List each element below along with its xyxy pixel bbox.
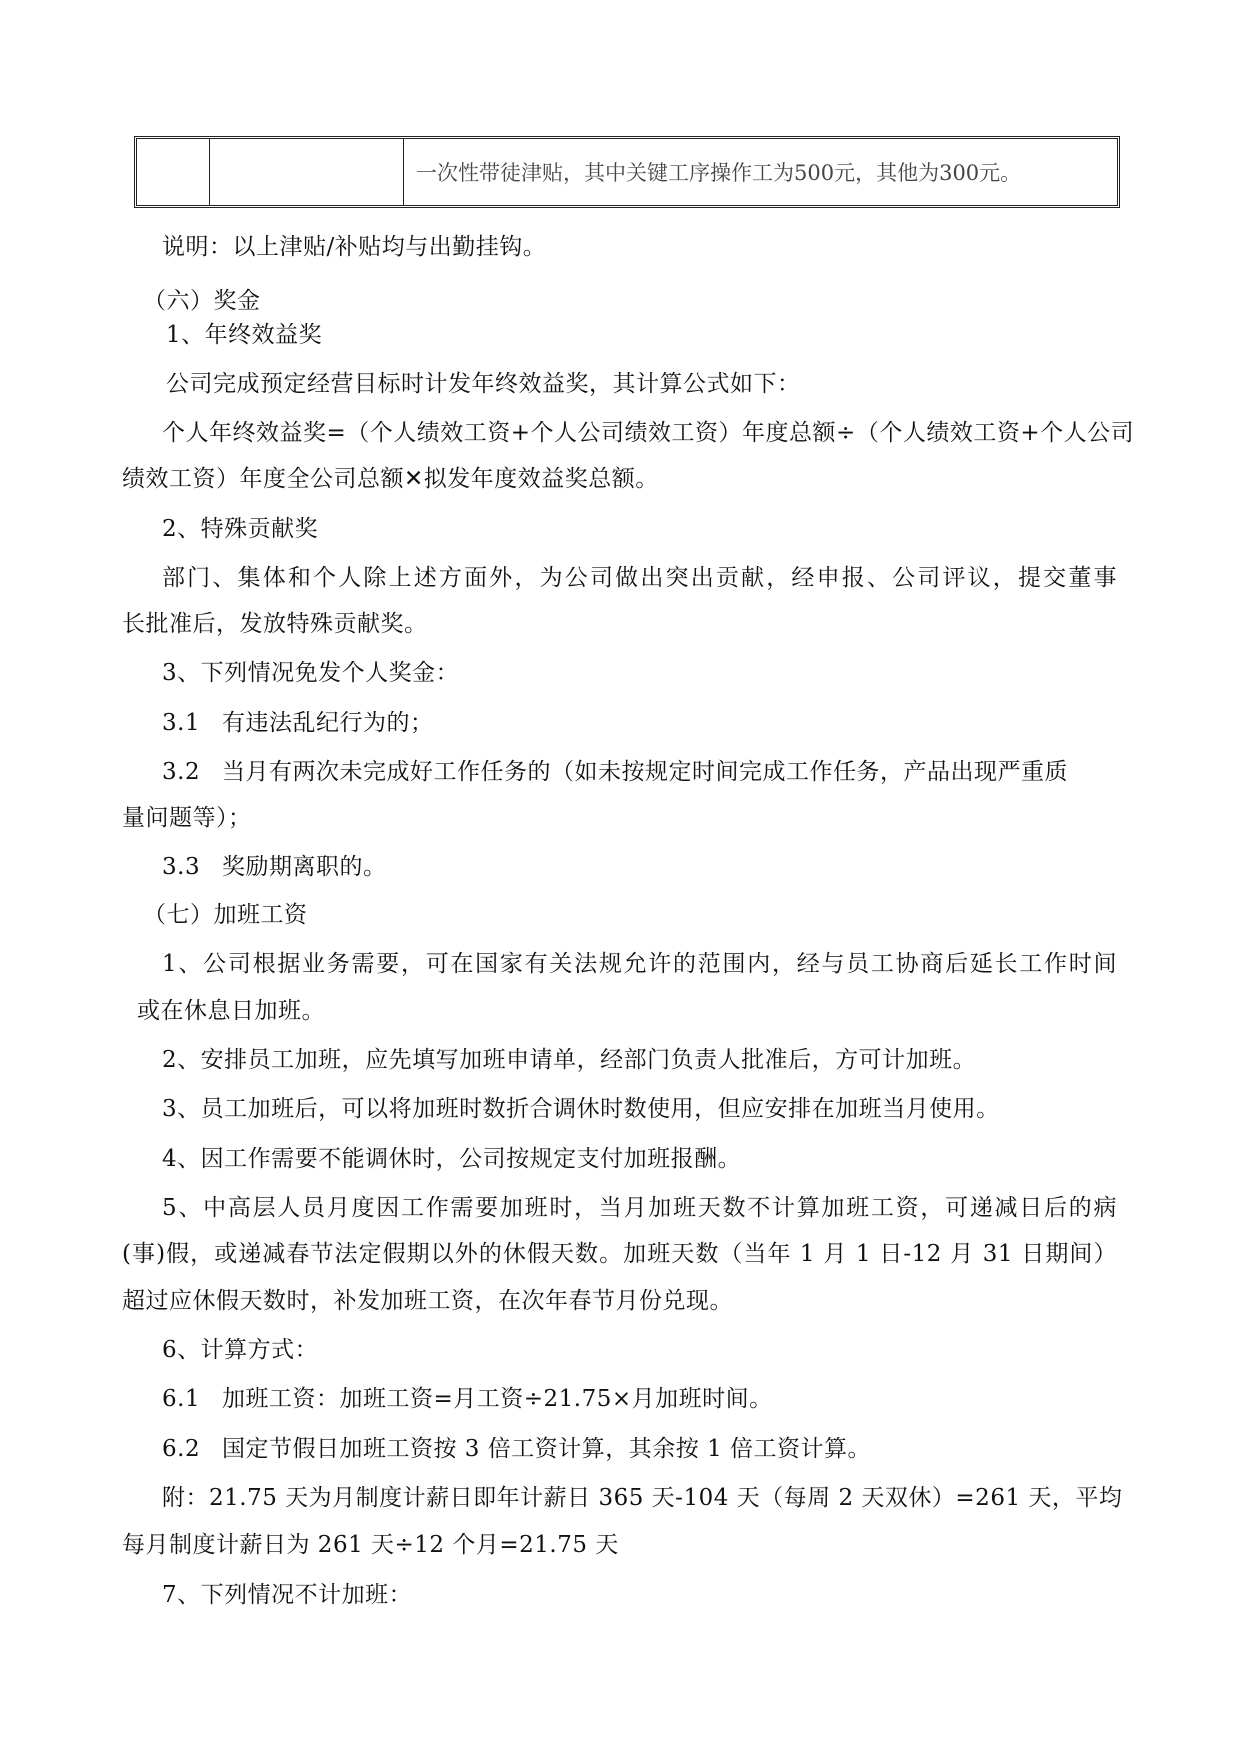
item-1-title: 1、年终效益奖: [166, 322, 323, 348]
s7-note-line-1: 附：21.75 天为月制度计薪日即年计薪日 365 天-104 天（每周 2 天双休）=261 天，平均: [162, 1485, 1123, 1511]
item-1-paragraph: 公司完成预定经营目标时计发年终效益奖，其计算公式如下：: [166, 371, 801, 397]
item-2-line-2: 长批准后，发放特殊贡献奖。: [122, 611, 428, 637]
item-3-3-number: 3.3: [162, 854, 201, 880]
allowance-note: 说明：以上津贴/补贴均与出勤挂钩。: [162, 234, 547, 260]
item-2-title: 2、特殊贡献奖: [162, 516, 319, 542]
allowance-table: [134, 136, 1120, 208]
item-3-3-text: 奖励期离职的。: [222, 854, 387, 880]
s7-note-line-2: 每月制度计薪日为 261 天÷12 个月=21.75 天: [122, 1532, 619, 1558]
section-6-title: （六）奖金: [143, 288, 261, 314]
item-3-1-text: 有违法乱纪行为的；: [222, 710, 434, 736]
table-cell-col1: [137, 139, 210, 205]
s7-item-6-1: [162, 1384, 773, 1414]
item-3-3: [162, 852, 387, 882]
s7-item-6-2-number: 6.2: [162, 1436, 201, 1462]
table-cell-col3: 一次性带徒津贴，其中关键工序操作工为500元，其他为300元。: [416, 161, 1022, 185]
s7-item-1-line-2: 或在休息日加班。: [137, 998, 325, 1024]
section-7-title: （七）加班工资: [143, 902, 308, 928]
item-3-2-line-2: 量问题等）；: [122, 805, 252, 831]
s7-item-5-line-3: 超过应休假天数时，补发加班工资，在次年春节月份兑现。: [122, 1288, 733, 1314]
item-3-1: [162, 708, 434, 738]
s7-item-6-2: [162, 1434, 871, 1464]
s7-item-6-1-text: 加班工资：加班工资=月工资÷21.75×月加班时间。: [222, 1386, 773, 1412]
item-3-1-number: 3.1: [162, 710, 201, 736]
s7-item-5-line-1: 5、中高层人员月度因工作需要加班时，当月加班天数不计算加班工资，可递减日后的病: [162, 1195, 1117, 1221]
s7-item-7-title: 7、下列情况不计加班：: [162, 1582, 413, 1608]
s7-item-4: 4、因工作需要不能调休时，公司按规定支付加班报酬。: [162, 1146, 742, 1172]
item-3-2: [162, 757, 1068, 787]
s7-item-6-title: 6、计算方式：: [162, 1337, 319, 1363]
s7-item-5-line-2: (事)假，或递减春节法定假期以外的休假天数。加班天数（当年 1 月 1 日-12 月 31 日期间）: [122, 1241, 1117, 1267]
item-1-formula-line-2: 绩效工资）年度全公司总额✕拟发年度效益奖总额。: [122, 466, 659, 492]
table-cell-col2: [210, 139, 404, 205]
s7-item-3: 3、员工加班后，可以将加班时数折合调休时数使用，但应安排在加班当月使用。: [162, 1096, 1000, 1122]
item-3-title: 3、下列情况免发个人奖金：: [162, 660, 460, 686]
item-3-2-text: 当月有两次未完成好工作任务的（如未按规定时间完成工作任务，产品出现严重质: [222, 759, 1068, 785]
item-3-2-number: 3.2: [162, 759, 201, 785]
item-2-line-1: 部门、集体和个人除上述方面外，为公司做出突出贡献，经申报、公司评议，提交董事: [162, 565, 1117, 591]
s7-item-6-1-number: 6.1: [162, 1386, 201, 1412]
s7-item-6-2-text: 国定节假日加班工资按 3 倍工资计算，其余按 1 倍工资计算。: [222, 1436, 872, 1462]
s7-item-2: 2、安排员工加班，应先填写加班申请单，经部门负责人批准后，方可计加班。: [162, 1047, 977, 1073]
s7-item-1-line-1: 1、公司根据业务需要，可在国家有关法规允许的范围内，经与员工协商后延长工作时间: [162, 951, 1117, 977]
item-1-formula-line-1: 个人年终效益奖=（个人绩效工资+个人公司绩效工资）年度总额÷（个人绩效工资+个人公司: [162, 420, 1135, 446]
